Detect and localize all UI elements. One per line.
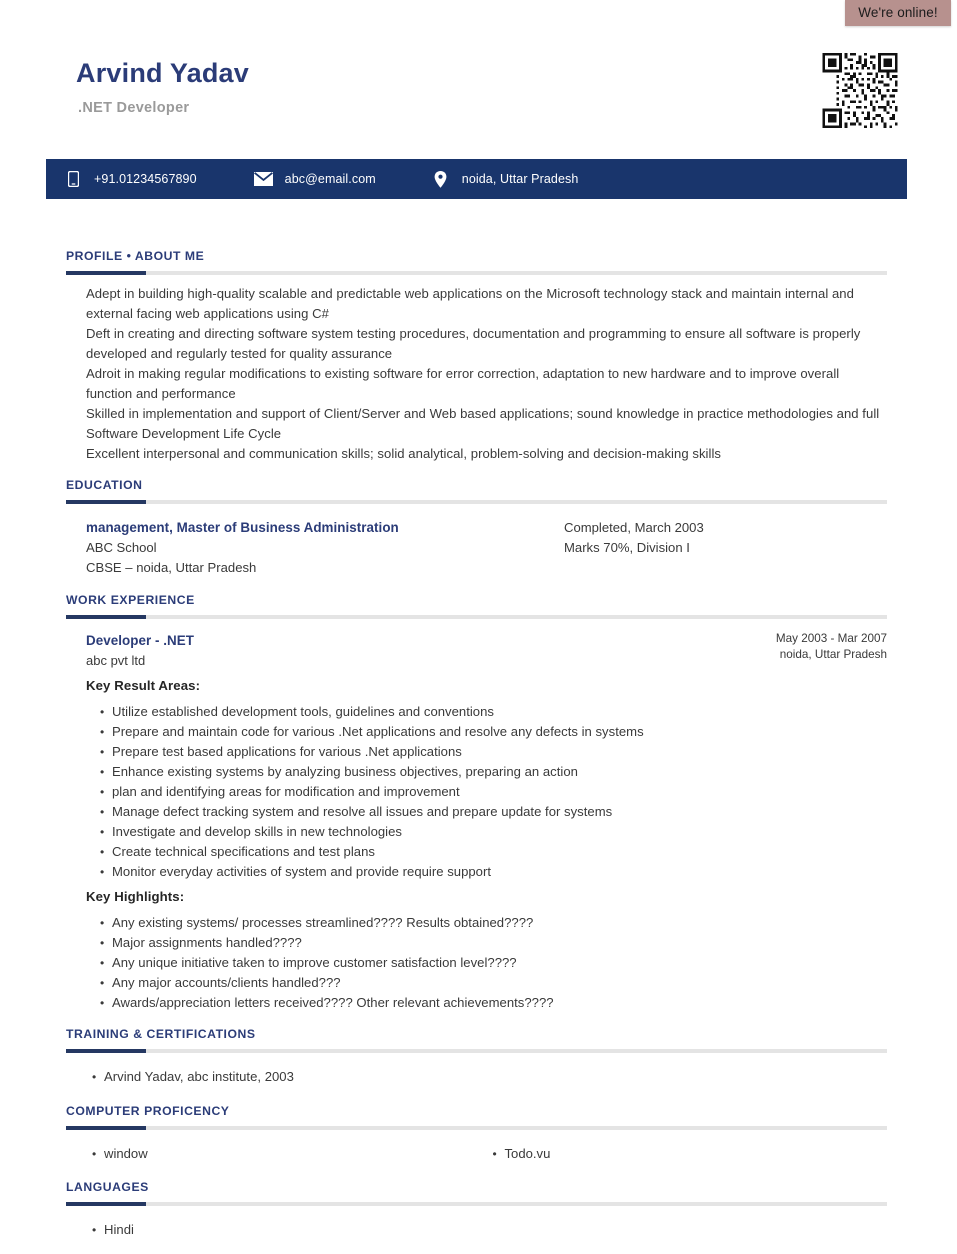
list-item: • Prepare and maintain code for various .Net applications and resolve any defects in systems <box>86 722 887 742</box>
contact-email-text: abc@email.com <box>284 172 376 186</box>
candidate-job-title: .NET Developer <box>78 100 190 116</box>
section-education-header <box>66 477 887 504</box>
profile-line: Adroit in making regular modifications to existing software for error correction, adaptation to new hardware and to improve overall function and performance <box>86 366 840 401</box>
envelope-icon <box>253 172 275 186</box>
list-item: • window <box>86 1144 487 1164</box>
section-education-title: EDUCATION <box>66 478 143 492</box>
section-divider <box>66 500 887 504</box>
list-item: • Todo.vu <box>487 1144 888 1164</box>
section-work-title: WORK EXPERIENCE <box>66 593 195 607</box>
candidate-name: Arvind Yadav <box>76 58 249 88</box>
list-item: • Awards/appreciation letters received???? Other relevant achievements???? <box>86 993 887 1013</box>
section-training-header <box>66 1026 887 1053</box>
list-item: • Prepare test based applications for various .Net applications <box>86 742 887 762</box>
profile-line: Excellent interpersonal and communication skills; solid analytical, problem-solving and decision-making skills <box>86 446 722 461</box>
contact-location-text: noida, Uttar Pradesh <box>461 172 579 186</box>
section-computer-proficiency <box>0 1103 957 1164</box>
list-item: • Manage defect tracking system and resolve all issues and prepare update for systems <box>86 802 887 822</box>
resume-header <box>0 0 957 152</box>
training-list <box>86 1067 887 1087</box>
list-item: • Any major accounts/clients handled??? <box>86 973 887 993</box>
list-item: • Create technical specifications and test plans <box>86 842 887 862</box>
chat-widget-label: We're online! <box>858 5 938 20</box>
section-computer-title: COMPUTER PROFICENCY <box>66 1104 230 1118</box>
section-languages <box>0 1179 957 1240</box>
contact-phone[interactable] <box>62 159 197 199</box>
section-profile-header <box>66 248 887 275</box>
education-completed: Completed, March 2003 <box>564 520 704 535</box>
profile-line: Deft in creating and directing software system testing procedures, documentation and programming to ensure all software is properly developed and regularly tested for quality assurance <box>86 326 861 361</box>
chat-widget-online-button[interactable] <box>845 0 951 26</box>
education-entry-left <box>86 517 564 578</box>
list-item: • plan and identifying areas for modification and improvement <box>86 782 887 802</box>
profile-line: Adept in building high-quality scalable and predictable web applications on the Microsoft technology stack and maintain internal and external facing web applications using C# <box>86 286 854 321</box>
education-marks: Marks 70%, Division I <box>564 540 690 555</box>
section-training-body <box>86 1053 887 1087</box>
list-item: • Arvind Yadav, abc institute, 2003 <box>86 1067 887 1087</box>
section-divider <box>66 1126 887 1130</box>
section-education-body <box>86 504 887 578</box>
section-training-title: TRAINING & CERTIFICATIONS <box>66 1027 256 1041</box>
education-degree: management, Master of Business Administration <box>86 520 399 535</box>
location-pin-icon <box>430 171 452 188</box>
job-location: noida, Uttar Pradesh <box>779 648 887 661</box>
section-languages-header <box>66 1179 887 1206</box>
job-company: abc pvt ltd <box>86 653 146 668</box>
job-entry-header <box>86 628 887 671</box>
section-work-header <box>66 592 887 619</box>
list-item: • Any existing systems/ processes streamlined???? Results obtained???? <box>86 913 887 933</box>
resume-body <box>0 248 957 1240</box>
list-item: • Major assignments handled???? <box>86 933 887 953</box>
section-languages-title: LANGUAGES <box>66 1180 149 1194</box>
contact-location[interactable] <box>430 159 579 199</box>
section-computer-header <box>66 1103 887 1130</box>
education-board: CBSE – noida, Uttar Pradesh <box>86 560 257 575</box>
contact-phone-text: +91.01234567890 <box>94 172 197 186</box>
list-item: • Hindi <box>86 1220 887 1240</box>
section-work-experience <box>0 592 957 1013</box>
key-result-areas-heading: Key Result Areas: <box>86 678 201 693</box>
section-languages-body <box>86 1206 887 1240</box>
list-item: • Monitor everyday activities of system and provide require support <box>86 862 887 882</box>
job-title: Developer - .NET <box>86 633 194 648</box>
section-divider <box>66 1202 887 1206</box>
computer-proficiency-list <box>86 1144 887 1164</box>
languages-list <box>86 1220 887 1240</box>
section-work-body <box>86 619 887 1013</box>
section-divider <box>66 271 887 275</box>
key-highlights-list <box>86 913 887 1013</box>
education-entry <box>86 513 887 578</box>
contact-bar <box>46 159 907 199</box>
section-education <box>0 477 957 578</box>
section-profile <box>0 248 957 464</box>
section-training <box>0 1026 957 1087</box>
contact-email[interactable] <box>253 159 376 199</box>
list-item: • Investigate and develop skills in new technologies <box>86 822 887 842</box>
list-item: • Any unique initiative taken to improve customer satisfaction level???? <box>86 953 887 973</box>
profile-line: Skilled in implementation and support of Client/Server and Web based applications; sound knowledge in practice methodologies and full Software Development Life Cycle <box>86 406 880 441</box>
education-entry-right <box>564 517 887 578</box>
section-profile-body <box>86 275 887 464</box>
list-item: • Enhance existing systems by analyzing business objectives, preparing an action <box>86 762 887 782</box>
job-meta <box>776 631 887 663</box>
key-highlights-heading: Key Highlights: <box>86 889 185 904</box>
key-result-areas-list <box>86 702 887 882</box>
job-dates: May 2003 - Mar 2007 <box>775 632 887 645</box>
phone-icon <box>62 171 84 187</box>
section-divider <box>66 615 887 619</box>
section-divider <box>66 1049 887 1053</box>
qr-code-icon <box>818 50 902 131</box>
list-item: • Utilize established development tools, guidelines and conventions <box>86 702 887 722</box>
section-computer-body <box>86 1130 887 1164</box>
education-school: ABC School <box>86 540 157 555</box>
section-profile-title: PROFILE • ABOUT ME <box>66 249 205 263</box>
